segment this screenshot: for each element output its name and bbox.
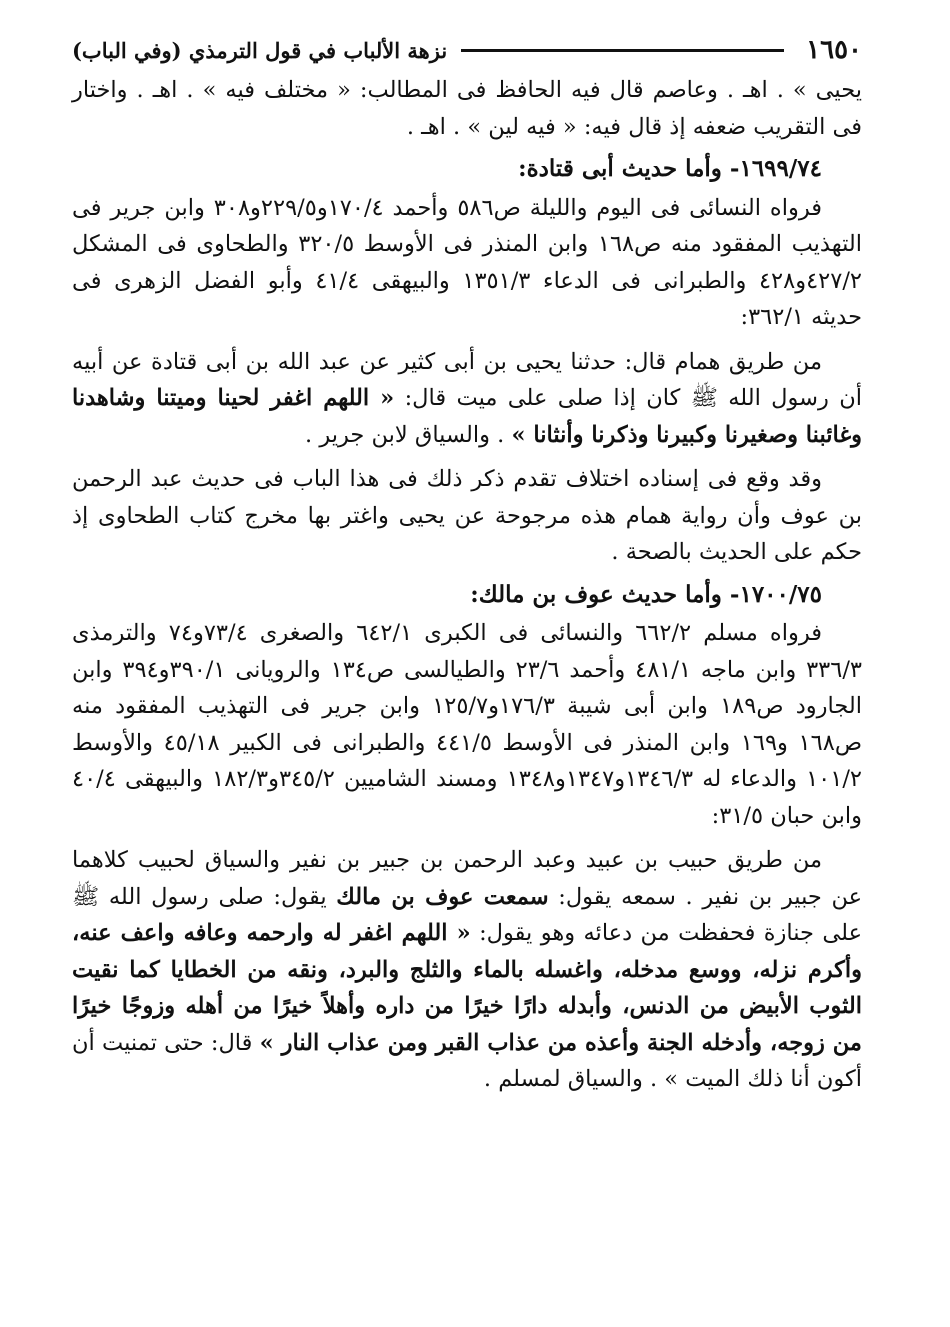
isnad-note: . والسياق لابن جرير . bbox=[305, 421, 512, 448]
paragraph-commentary: وقد وقع فى إسناده اختلاف تقدم ذكر ذلك فى هذا الباب فى حديث عبد الرحمن بن عوف وأن رواية همام هذه مرجوحة عن يحيى واغتر بها مخرج كتاب الطحاوى إذ حكم على الحديث بالصحة . bbox=[72, 466, 862, 565]
section-heading-abu-qatada: ١٦٩٩/٧٤- وأما حديث أبى قتادة: bbox=[518, 155, 822, 182]
running-title: نزهة الألباب في قول الترمذي (وفي الباب) bbox=[72, 37, 448, 63]
isnad-note: قال: حتى تمنيت أن أكون أنا ذلك الميت » . والسياق لمسلم . bbox=[72, 1029, 862, 1092]
running-header bbox=[72, 28, 862, 72]
paragraph-isnad-2 bbox=[72, 842, 862, 1098]
page-body bbox=[72, 72, 862, 1098]
header-rule bbox=[461, 49, 784, 52]
paragraph-takhrij-1: فرواه النسائى فى اليوم والليلة ص٥٨٦ وأحمد ١٧٠/٤و٢٢٩/٥و٣٠٨ وابن جرير فى التهذيب المفقود منه ص١٦٨ وابن المنذر فى الأوسط ٣٢٠/٥ والطحاوى فى المشكل ٤٢٧/٢و٤٢٨ والطبرانى فى الدعاء ١٣٥١/٣ والبيهقى ٤١/٤ وأبو الفضل الزهرى فى حديثه ٣٦٢/١: bbox=[72, 194, 862, 330]
paragraph-takhrij-2: فرواه مسلم ٦٦٢/٢ والنسائى فى الكبرى ٦٤٢/١ والصغرى ٧٣/٤و٧٤ والترمذى ٣٣٦/٣ وابن ماجه ٤٨١/١ وأحمد ٢٣/٦ والطيالسى ص١٣٤ والرويانى ٣٩٠/١و٣٩٤ وابن الجارود ص١٨٩ وابن أبى شيبة ١٧٦/٣و١٢٥/٧ وابن جرير فى التهذيب المفقود منه ص١٦٨ و١٦٩ وابن المنذر فى الأوسط ٤٤١/٥ والطبرانى فى الكبير ٤٥/١٨ والأوسط ١٠١/٢ والدعاء له ١٣٤٦/٣و١٣٤٧و١٣٤٨ ومسند الشاميين ٣٤٥/٢و١٨٢/٣ والبيهقى ٤٠/٤ وابن حبان ٣١/٥: bbox=[72, 620, 863, 829]
narrator-name: سمعت عوف بن مالك bbox=[336, 883, 549, 910]
paragraph-isnad-1 bbox=[72, 344, 862, 454]
hadith-text: « اللهم اغفر لحينا وميتنا وشاهدنا وغائبنا وصغيرنا وكبيرنا وذكرنا وأنثانا » bbox=[72, 385, 862, 448]
isnad-text: يقول: صلى رسول الله ﷺ على جنازة فحفظت من دعائه وهو يقول: bbox=[72, 883, 863, 946]
page bbox=[72, 28, 862, 1307]
paragraph-continuation: يحيى » . اهـ . وعاصم قال فيه الحافظ فى المطالب: « مختلف فيه » . اهـ . واختار فى التقريب ضعفه إذ قال فيه: « فيه لين » . اهـ . bbox=[72, 77, 862, 140]
page-number: ١٦٥٠ bbox=[806, 35, 862, 65]
section-heading-awf-bin-malik: ١٧٠٠/٧٥- وأما حديث عوف بن مالك: bbox=[470, 580, 822, 608]
hadith-text: « اللهم اغفر له وارحمه وعافه واعف عنه، وأكرم نزله، ووسع مدخله، واغسله بالماء والثلج والبرد، ونقه من الخطايا كما نقيت الثوب الأبيض من الدنس، وأبدله دارًا خيرًا من داره وأهلاً خيرًا من أهله وزوجًا خيرًا من زوجه، وأدخله الجنة وأعذه من عذاب القبر ومن عذاب النار » bbox=[72, 920, 862, 1056]
isnad-text: من طريق حبيب بن عبيد وعبد الرحمن بن جبير بن نفير والسياق لحبيب كلاهما عن جبير بن نفير . سمعه يقول: bbox=[72, 847, 862, 910]
isnad-text: من طريق همام قال: حدثنا يحيى بن أبى كثير عن عبد الله بن أبى قتادة عن أبيه أن رسول الله ﷺ كان إذا صلى على ميت قال: bbox=[72, 348, 862, 411]
